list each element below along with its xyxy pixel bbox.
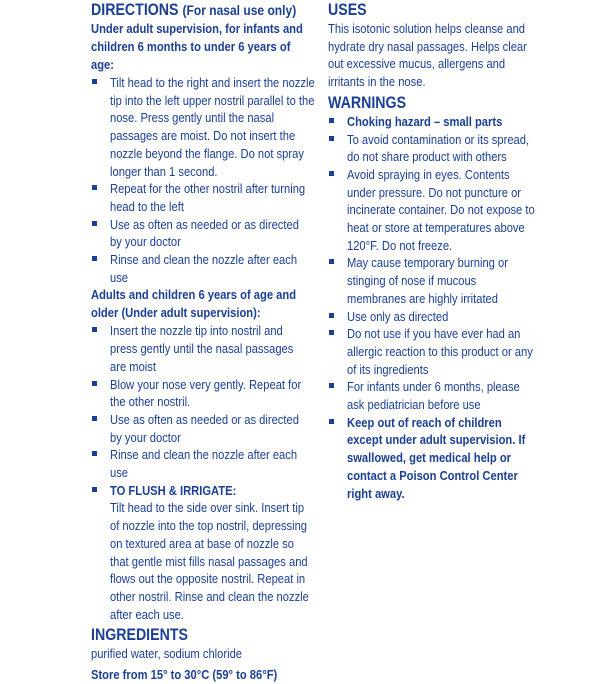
list-item — [91, 482, 311, 500]
directions-heading — [91, 0, 297, 20]
list-item-text: Rinse and clean the nozzle after each use — [110, 252, 298, 285]
bullet-icon — [92, 79, 97, 84]
bullet-icon — [329, 171, 334, 176]
bullet-icon — [92, 487, 97, 492]
bullet-icon — [329, 330, 334, 335]
adults-children-heading: Adults and children 6 years of age and older (Under adult supervision): — [91, 287, 297, 321]
list-item — [91, 180, 311, 215]
bullet-icon — [329, 383, 334, 388]
list-item — [328, 166, 540, 255]
warnings-list — [328, 113, 540, 502]
right-column — [328, 0, 540, 502]
list-item — [328, 131, 540, 166]
list-item — [328, 378, 540, 413]
list-item-text: Insert the nozzle tip into nostril and press gently until the nasal passages are moist — [110, 323, 294, 374]
list-item — [91, 322, 311, 375]
bullet-icon — [92, 327, 97, 332]
uses-text: This isotonic solution helps cleanse and hydrate dry nasal passages. Helps clear out excessive mucus, allergens and irritants in the nose. — [328, 21, 527, 90]
list-item — [91, 216, 311, 251]
list-item — [328, 113, 540, 131]
list-item-text: Choking hazard – small parts — [347, 113, 503, 129]
bullet-icon — [329, 419, 334, 424]
list-item-text: May cause temporary burning or stinging of nose if mucous membranes are highly irritated — [347, 255, 508, 306]
left-column — [91, 0, 315, 684]
bullet-icon — [329, 136, 334, 141]
bullet-icon — [329, 313, 334, 318]
list-item — [328, 308, 540, 326]
list-item-text: Tilt head to the right and insert the nozzle tip into the left upper nostril parallel to the nose. Press gently until the nasal passages are moist. Do not insert the nozzle beyond the flange. Do not spray longer than 1 second. — [110, 75, 315, 179]
list-item — [328, 254, 540, 307]
bullet-icon — [92, 221, 97, 226]
list-item — [91, 251, 311, 286]
bullet-icon — [92, 451, 97, 456]
list-item-text: Do not use if you have ever had an allergic reaction to this product or any of its ingredients — [347, 326, 533, 377]
bullet-icon — [92, 256, 97, 261]
ingredients-heading: INGREDIENTS — [91, 626, 188, 645]
directions-title: DIRECTIONS — [91, 1, 179, 19]
bullet-icon — [92, 185, 97, 190]
list-item-text: For infants under 6 months, please ask pediatrician before use — [347, 379, 520, 413]
list-item — [91, 446, 311, 481]
bullet-icon — [92, 416, 97, 421]
ingredients-text: purified water, sodium chloride — [91, 646, 243, 662]
list-item-text: Use only as directed — [347, 308, 449, 324]
storage-text: Store from 15° to 30°C (59° to 86°F) — [91, 667, 278, 683]
infants-directions-list — [91, 74, 315, 286]
list-item-text: Use as often as needed or as directed by your doctor — [110, 411, 299, 445]
list-item — [328, 414, 540, 503]
list-item — [328, 325, 540, 378]
flush-irrigate-heading: TO FLUSH & IRRIGATE: — [110, 482, 237, 498]
list-item — [91, 74, 315, 180]
list-item-text: Use as often as needed or as directed by your doctor — [110, 216, 299, 250]
bullet-icon — [92, 381, 97, 386]
bullet-icon — [329, 259, 334, 264]
warnings-heading: WARNINGS — [328, 93, 407, 112]
directions-subtitle: (For nasal use only) — [182, 2, 297, 18]
list-item — [91, 376, 311, 411]
infants-children-heading: Under adult supervision, for infants and children 6 months to under 6 years of age: — [91, 21, 303, 72]
list-item-text: Repeat for the other nostril after turning head to the left — [110, 181, 306, 214]
uses-heading: USES — [328, 1, 367, 19]
list-item-text: Keep out of reach of children except under adult supervision. If swallowed, get medical help or contact a Poison Control Center right away. — [347, 414, 526, 501]
bullet-icon — [329, 118, 334, 123]
flush-irrigate-text: Tilt head to the side over sink. Insert tip of nozzle into the top nostril, depressing on textured area at base of nozzle so that gentle mist fills nasal passages and flows out the opposite nostril. Repeat in other nostril. Rinse and clean the nozzle after each use. — [110, 500, 309, 622]
list-item-text: To avoid contamination or its spread, do not share product with others — [347, 131, 530, 165]
list-item-text: Blow your nose very gently. Repeat for the other nostril. — [110, 376, 302, 410]
list-item — [91, 411, 311, 446]
list-item-text: Rinse and clean the nozzle after each use — [110, 447, 298, 481]
list-item-text: Avoid spraying in eyes. Contents under pressure. Do not puncture or incinerate container. Do not expose to heat or store at temperatures above 120°F. Do not freeze. — [347, 166, 535, 253]
adults-directions-list — [91, 322, 311, 499]
